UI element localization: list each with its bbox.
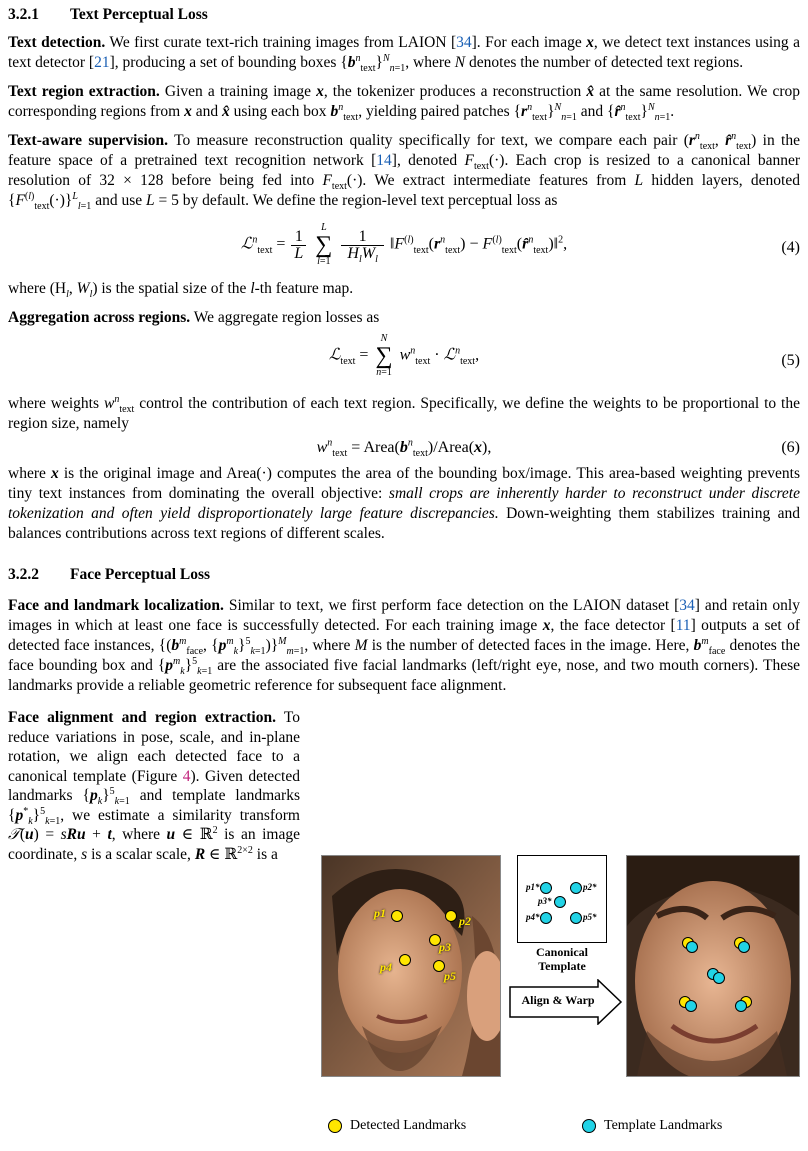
aligned-face-illustration (627, 856, 799, 1076)
paragraph-text-region-extraction: Text region extraction. Given a training image x, the tokenizer produces a reconstruction x̂ at the same resolution. We crop corresponding regions from x and x̂ using each box $b^n_{text}$, yielding paired patches $\{r^n_{text}\}^N_{n=1}$ and {r̂$^n_{text}$}$^N_{n=1}$. (8, 83, 800, 124)
equation-5: ℒ$_{text}$ = N ∑ n=1 $w^n_{text}$ · ℒ$^n_{text}$, (5) (328, 333, 800, 378)
detected-landmark-swatch (328, 1119, 342, 1133)
equation-6: $w^n_{text}$ = $Area(b^n_{text})/Area(x)$, (6) (316, 437, 800, 460)
paragraph-face-landmark: Face and landmark localization. Similar to text, we first perform face detection on the LAION dataset [34] and retain only images in which at least one face is successfully detected. For each training image x, the face detector [11] outputs a set of detected face instances, {($b^m_{face}$, $\{p^m_k\}^5_{k=1})\}^M_{m=1}$, where M is the number of detected faces in the image. Here, $b^m_{face}$ denotes the face bounding box and $\{p^m_k\}^5_{k=1}$ are the associated five facial landmarks (left/right eye, nose, and two mouth corners). These landmarks provide a reliable geometric reference for subsequent face alignment. (8, 597, 801, 694)
legend-detected: Detected Landmarks (328, 1118, 466, 1134)
paper-page (8, 0, 800, 864)
paragraph-face-alignment: Face alignment and region extraction. To reduce variations in pose, scale, and in-plane rotation, we align each detected face to a canonical template (Figure 4). Given detected landmarks $\{p_k\}^5_{k=1}$ and template landmarks $\{p^*_k\}^5_{k=1}$, we estimate a similarity transform 𝒯(u) = sRu + t, where u ∈ ℝ$^2$ is an image coordinate, s is a scalar scale, R ∈ ℝ$^{2\times 2}$ is a (8, 709, 300, 863)
figure-face-alignment (312, 855, 800, 1147)
citation-link[interactable]: 11 (675, 617, 691, 634)
aligned-face-image (626, 855, 800, 1077)
legend-template: Template Landmarks (582, 1118, 722, 1134)
paragraph-text-detection: Text detection. We first curate text-rich training images from LAION [34]. For each image x, we detect text instances using a text detector [21], producing a set of bounding boxes $\{b^n_{text}\}^N_{n=1}$, where N denotes the number of detected text regions. (8, 34, 800, 75)
canonical-template-box: p1* p2* p3* p4* p5* (517, 855, 607, 943)
paragraph-weights: where weights $w^n_{text}$ control the contribution of each text region. Specifically, we define the weights to be proportional to the region size, namely (8, 393, 800, 432)
section-heading-3-2-2: 3.2.2 Face Perceptual Loss (8, 566, 211, 583)
citation-link[interactable]: 21 (94, 54, 110, 71)
figure-link[interactable]: 4 (182, 767, 191, 785)
paragraph-after-eq6: where x is the original image and Area(·) computes the area of the bounding box/image. This area-based weighting prevents tiny text instances from dominating the overall objective: small crops are inherently harder to reconstruct under discrete tokenization and often yield disproportionately large feature discrepancies. Down-weighting them stabilizes training and balances contributions across text regions of different scales. (8, 465, 800, 542)
citation-link[interactable]: 14 (376, 152, 392, 169)
equation-4: ℒ$^n_{text}$ = $\frac{1}{L}$ L ∑ l=1 $\frac{1}{H_lW_l}$ $‖F^{(l)}_{text}(r^n_{text})$ − $F^{(l)}_{text}(r̂^n_{text})‖^2$, (4) (240, 222, 800, 267)
face-photo-illustration (322, 856, 500, 1076)
paragraph-aggregation: Aggregation across regions. We aggregate region losses as (8, 309, 380, 326)
canonical-template-label: Canonical Template (535, 945, 588, 973)
paragraph-text-aware-supervision: Text-aware supervision. To measure reconstruction quality specifically for text, we compare each pair ($r^n_{text}$, r̂$^n_{text}$) in the feature space of a pretrained text recognition network [14], denoted $F_{text}(\cdot)$. Each crop is resized to a canonical banner resolution of 32 × 128 before being fed into $F_{text}(\cdot)$. We extract intermediate features from L hidden layers, denoted $\{F^{(l)}_{text}(\cdot)\}^L_{l=1}$ and use L = 5 by default. We define the region-level text perceptual loss as (8, 130, 801, 213)
align-warp-label: Align & Warp (521, 993, 595, 1007)
detected-face-image: p1 p2 p3 p4 p5 (321, 855, 501, 1077)
citation-link[interactable]: 34 (679, 597, 695, 614)
citation-link[interactable]: 34 (456, 34, 472, 51)
paragraph-after-eq4: where ($H_l$, $W_l$) is the spatial size of the l-th feature map. (8, 280, 354, 301)
template-landmark-swatch (582, 1119, 596, 1133)
section-heading-3-2-1: 3.2.1 Text Perceptual Loss (8, 6, 208, 23)
